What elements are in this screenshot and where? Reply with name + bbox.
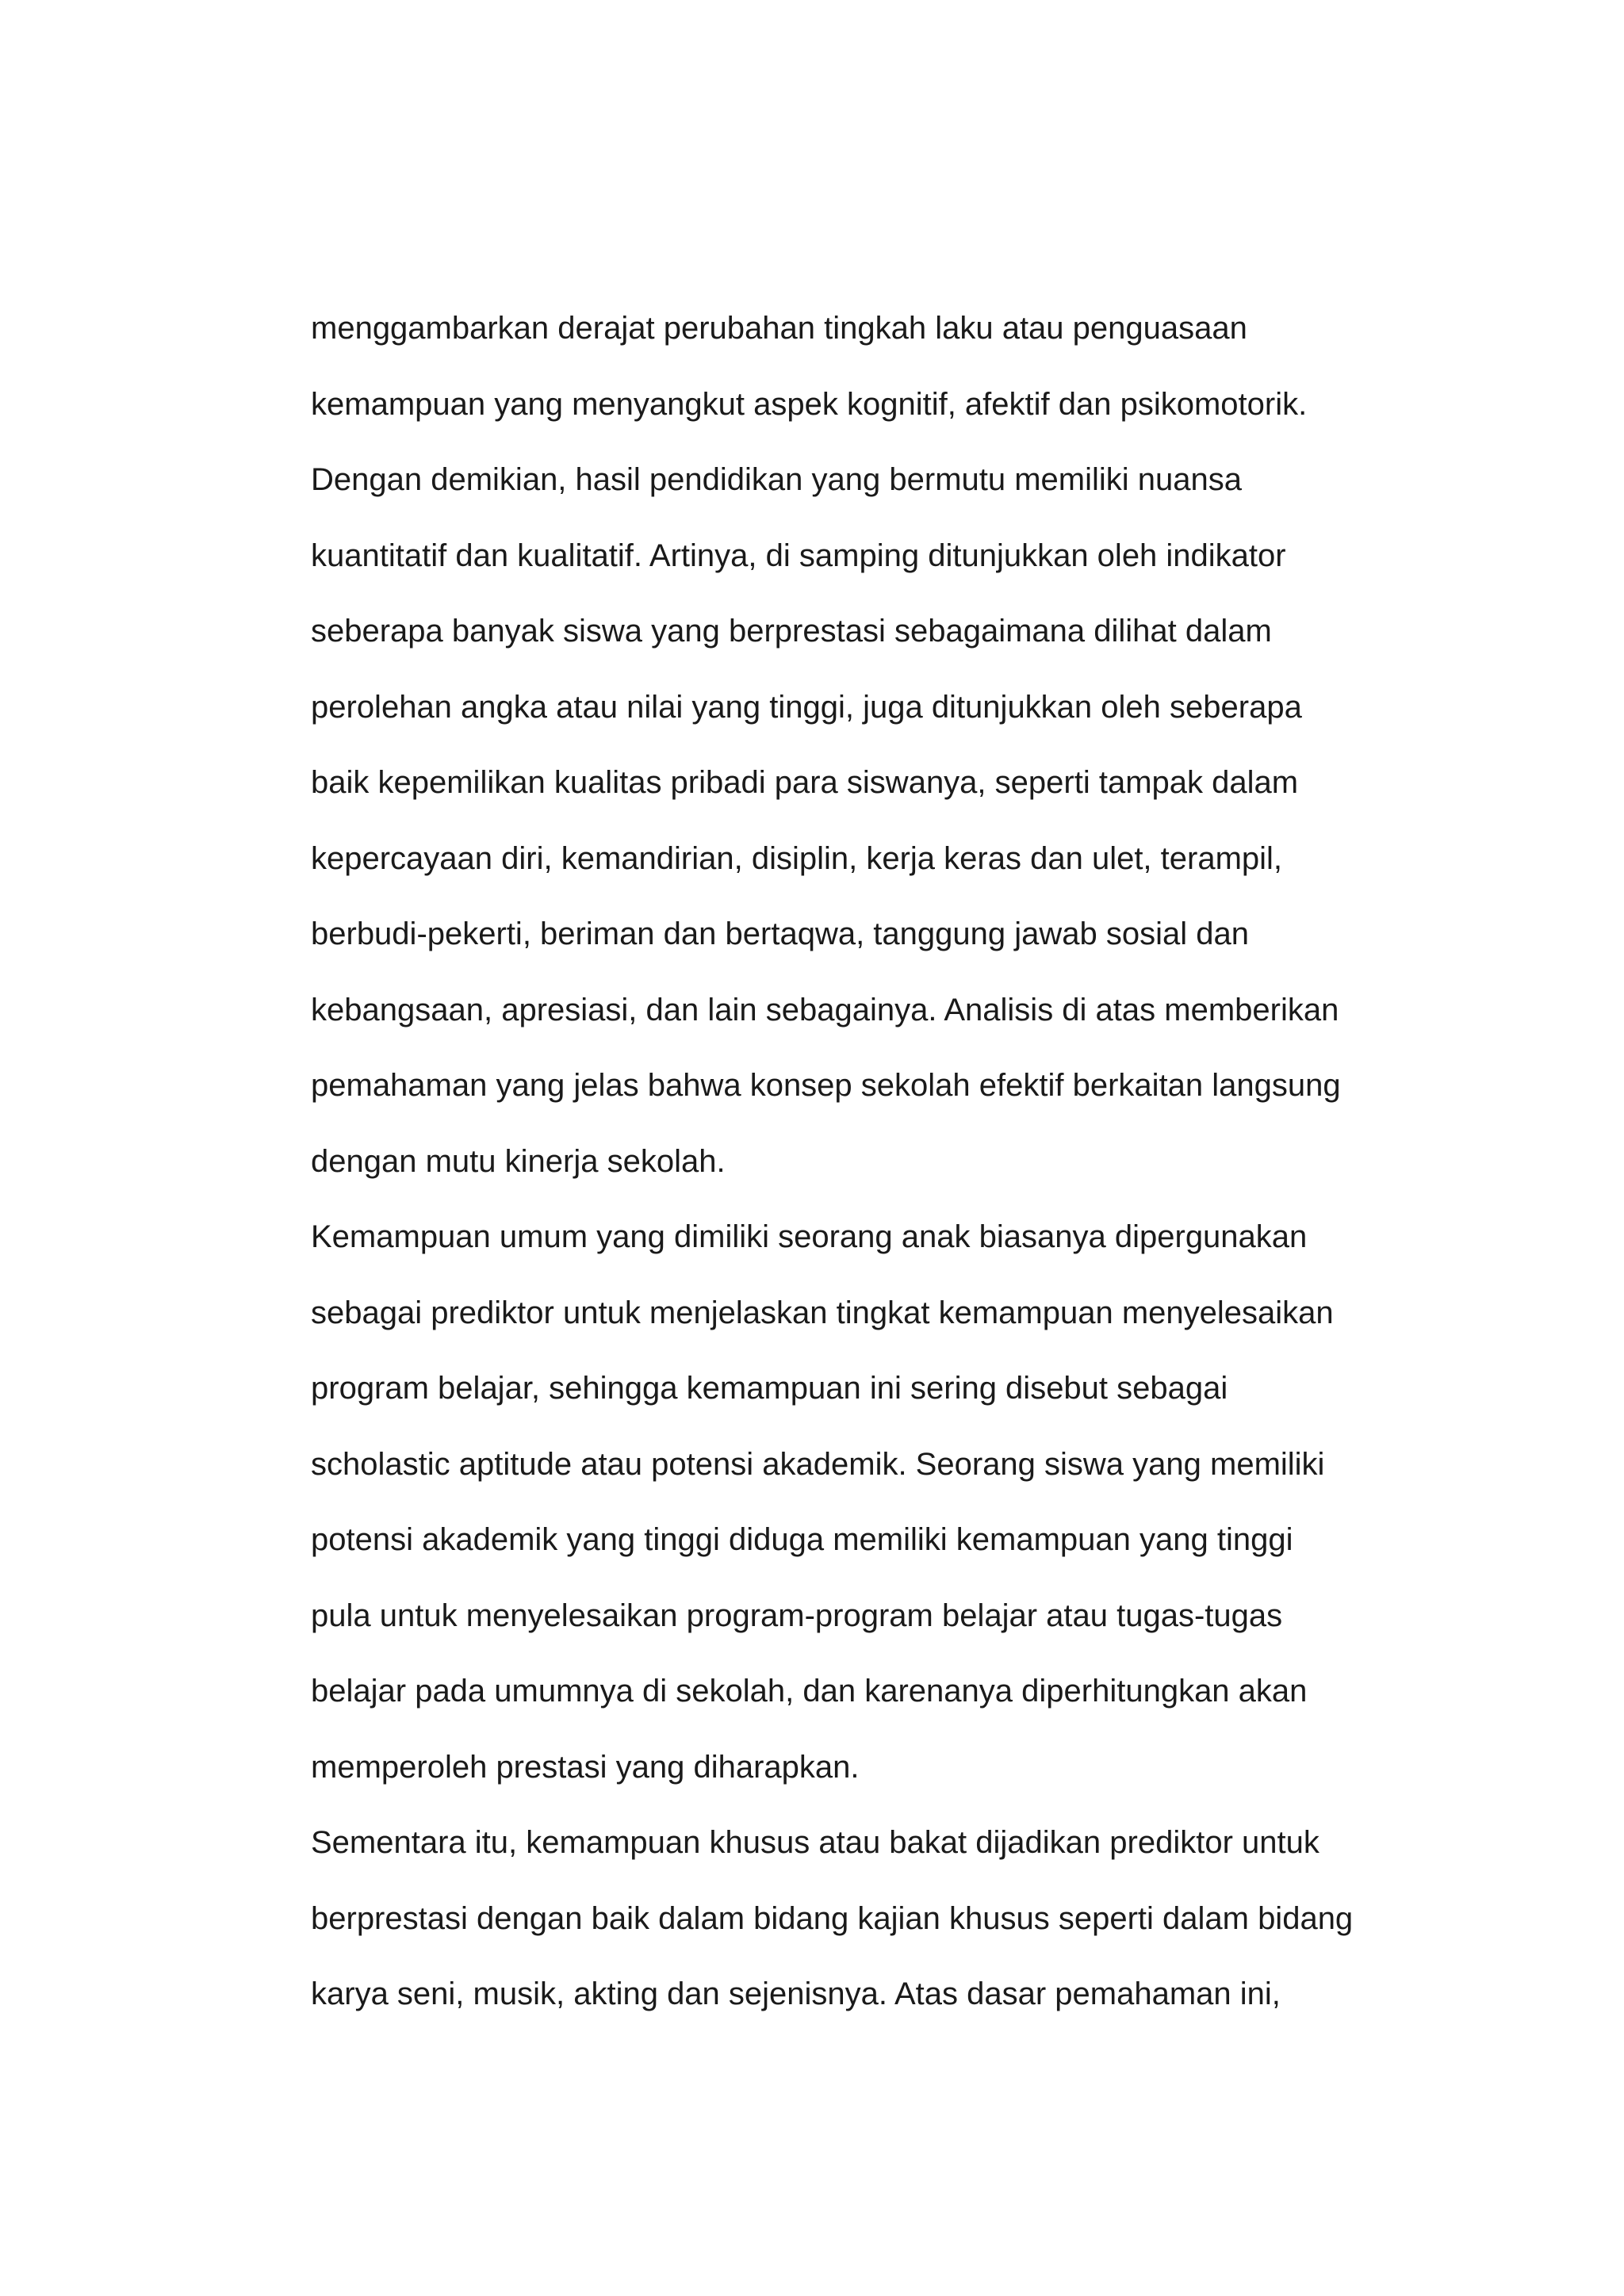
text-line: menggambarkan derajat perubahan tingkah laku atau penguasaan [311,311,1247,346]
text-line: kepercayaan diri, kemandirian, disiplin, kerja keras dan ulet, terampil, [311,840,1283,876]
text-line: scholastic aptitude atau potensi akademik. Seorang siswa yang memiliki [311,1446,1325,1482]
body-text [311,301,1421,2043]
text-line: seberapa banyak siswa yang berprestasi sebagaimana dilihat dalam [311,614,1272,649]
text-line: memperoleh prestasi yang diharapkan. [311,1749,860,1785]
text-line: belajar pada umumnya di sekolah, dan karenanya diperhitungkan akan [311,1674,1308,1709]
text-line: dengan mutu kinerja sekolah. [311,1143,726,1179]
text-line: berbudi-pekerti, beriman dan bertaqwa, tanggung jawab sosial dan [311,916,1249,951]
text-line: kuantitatif dan kualitatif. Artinya, di samping ditunjukkan oleh indikator [311,538,1286,573]
text-line: baik kepemilikan kualitas pribadi para siswanya, seperti tampak dalam [311,765,1299,800]
text-line: kemampuan yang menyangkut aspek kognitif, afektif dan psikomotorik. [311,386,1308,422]
text-line: program belajar, sehingga kemampuan ini sering disebut sebagai [311,1371,1228,1406]
paragraph-start-line: Kemampuan umum yang dimiliki seorang anak biasanya dipergunakan [311,1219,1308,1254]
text-line: potensi akademik yang tinggi diduga memiliki kemampuan yang tinggi [311,1522,1293,1557]
text-line: sebagai prediktor untuk menjelaskan tingkat kemampuan menyelesaikan [311,1295,1334,1330]
text-line: perolehan angka atau nilai yang tinggi, juga ditunjukkan oleh seberapa [311,689,1302,725]
text-line: kebangsaan, apresiasi, dan lain sebagainya. Analisis di atas memberikan [311,992,1339,1027]
text-line: berprestasi dengan baik dalam bidang kajian khusus seperti dalam bidang [311,1900,1354,1936]
text-line: pula untuk menyelesaikan program-program belajar atau tugas-tugas [311,1598,1283,1633]
paragraph-start-line: Sementara itu, kemampuan khusus atau bakat dijadikan prediktor untuk [311,1825,1320,1860]
text-line: Dengan demikian, hasil pendidikan yang bermutu memiliki nuansa [311,462,1243,497]
text-line: pemahaman yang jelas bahwa konsep sekolah efektif berkaitan langsung [311,1068,1341,1103]
text-line: karya seni, musik, akting dan sejenisnya. Atas dasar pemahaman ini, [311,1976,1281,2011]
